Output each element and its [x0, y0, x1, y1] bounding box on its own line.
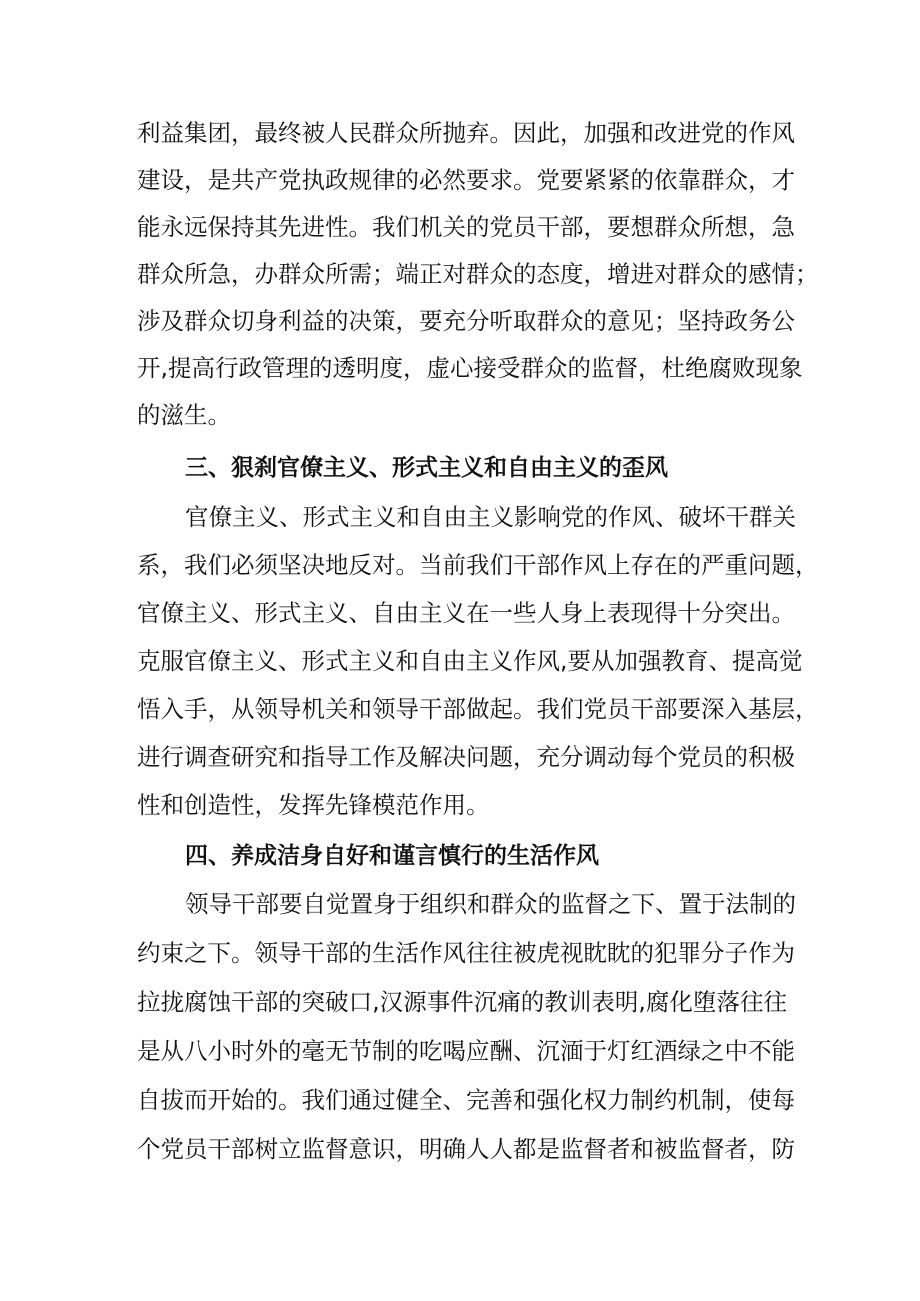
- text: 拉拢腐蚀干部的突破口,汉源事件沉痛的教训表明,腐化堕落往往: [137, 988, 787, 1016]
- paragraph-line: [0, 593, 920, 633]
- paragraph-line: [0, 1080, 920, 1120]
- text: 的滋生。: [137, 401, 231, 429]
- paragraph-line: [0, 254, 920, 294]
- text: 性和创造性，发挥先锋模范作用。: [137, 791, 490, 819]
- paragraph-line: [0, 933, 920, 973]
- heading-text: 四、养成洁身自好和谨言慎行的生活作风: [185, 843, 599, 869]
- paragraph-line: [0, 301, 920, 341]
- paragraph-line: [0, 689, 920, 729]
- text: 官僚主义、形式主义和自由主义影响党的作风、破坏干群关: [185, 503, 796, 531]
- text: 是从八小时外的毫无节制的吃喝应酬、沉湎于灯红酒绿之中不能: [137, 1037, 795, 1065]
- paragraph-line: [0, 113, 920, 153]
- paragraph-line: [0, 1031, 920, 1071]
- paragraph-line: [0, 884, 920, 924]
- text: 约束之下。领导干部的生活作风往往被虎视眈眈的犯罪分子作为: [137, 939, 795, 967]
- section-heading-3: [0, 448, 920, 488]
- text: 系，我们必须坚决地反对。当前我们干部作风上存在的严重问题，: [137, 551, 819, 579]
- text: 群众所急，办群众所需；端正对群众的态度，增进对群众的感情；: [137, 260, 819, 288]
- text: 领导干部要自觉置身于组织和群众的监督之下、置于法制的: [185, 890, 796, 918]
- section-heading-4: [0, 836, 920, 876]
- text: 克服官僚主义、形式主义和自由主义作风,要从加强教育、提高觉: [137, 647, 803, 675]
- paragraph-line: [0, 1129, 920, 1169]
- text: 开,提高行政管理的透明度，虚心接受群众的监督，杜绝腐败现象: [137, 354, 803, 382]
- heading-text: 三、狠刹官僚主义、形式主义和自由主义的歪风: [185, 455, 668, 481]
- paragraph-line: [0, 737, 920, 777]
- paragraph-line: [0, 395, 920, 435]
- paragraph-line: [0, 785, 920, 825]
- text: 自拔而开始的。我们通过健全、完善和强化权力制约机制，使每: [137, 1086, 795, 1114]
- text: 进行调查研究和指导工作及解决问题，充分调动每个党员的积极: [137, 743, 795, 771]
- text: 官僚主义、形式主义、自由主义在一些人身上表现得十分突出。: [137, 599, 795, 627]
- paragraph-line: [0, 348, 920, 388]
- paragraph-line: [0, 641, 920, 681]
- paragraph-line: [0, 160, 920, 200]
- text: 建设，是共产党执政规律的必然要求。党要紧紧的依靠群众，才: [137, 166, 795, 194]
- text: 涉及群众切身利益的决策，要充分听取群众的意见；坚持政务公: [137, 307, 795, 335]
- text: 能永远保持其先进性。我们机关的党员干部，要想群众所想，急: [137, 213, 795, 241]
- text: 利益集团，最终被人民群众所抛弃。因此，加强和改进党的作风: [137, 119, 795, 147]
- paragraph-line: [0, 545, 920, 585]
- paragraph-line: [0, 982, 920, 1022]
- text: 悟入手，从领导机关和领导干部做起。我们党员干部要深入基层，: [137, 695, 819, 723]
- paragraph-line: [0, 497, 920, 537]
- text: 个党员干部树立监督意识，明确人人都是监督者和被监督者，防: [137, 1135, 795, 1163]
- paragraph-line: [0, 207, 920, 247]
